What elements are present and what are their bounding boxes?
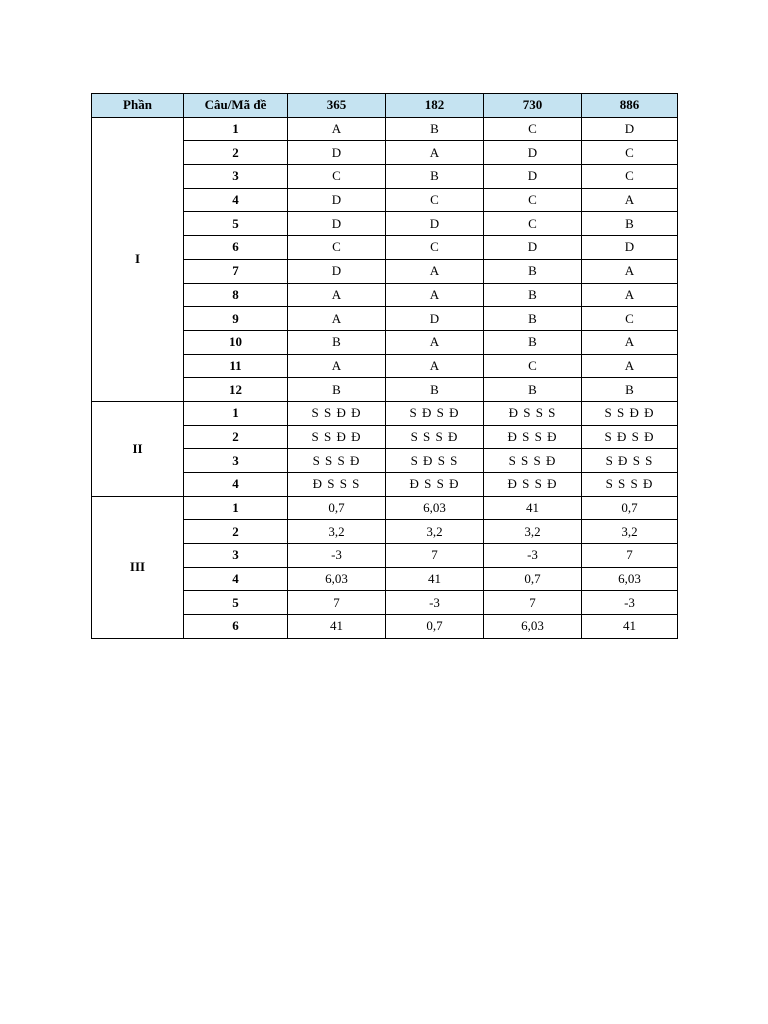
answer-cell: 3,2 [582, 520, 678, 544]
answer-cell: A [386, 330, 484, 354]
header-code-365: 365 [288, 94, 386, 118]
answer-cell: 41 [582, 615, 678, 639]
answer-cell: D [288, 212, 386, 236]
answer-cell: C [386, 188, 484, 212]
answer-cell: C [582, 141, 678, 165]
answer-cell: D [288, 188, 386, 212]
answer-cell: S S S Đ [288, 449, 386, 473]
question-number: 4 [184, 473, 288, 497]
answer-cell: B [288, 330, 386, 354]
answer-cell: 0,7 [484, 567, 582, 591]
answer-cell: 7 [582, 544, 678, 568]
header-question: Câu/Mã đề [184, 94, 288, 118]
answer-cell: D [582, 236, 678, 260]
answer-cell: 0,7 [386, 615, 484, 639]
answer-cell: D [288, 141, 386, 165]
answer-cell: Đ S S Đ [484, 473, 582, 497]
question-number: 4 [184, 567, 288, 591]
question-number: 5 [184, 591, 288, 615]
answer-cell: C [288, 236, 386, 260]
question-number: 8 [184, 283, 288, 307]
answer-cell: B [484, 283, 582, 307]
question-number: 10 [184, 330, 288, 354]
answer-cell: -3 [484, 544, 582, 568]
answer-cell: Đ S S S [288, 473, 386, 497]
answer-cell: B [386, 165, 484, 189]
answer-cell: B [582, 212, 678, 236]
question-number: 11 [184, 354, 288, 378]
answer-cell: A [582, 330, 678, 354]
answer-cell: Đ S S Đ [484, 425, 582, 449]
answer-cell: A [288, 283, 386, 307]
answer-cell: A [386, 354, 484, 378]
answer-cell: B [484, 330, 582, 354]
answer-cell: 7 [484, 591, 582, 615]
answer-cell: S S Đ Đ [288, 401, 386, 425]
answer-cell: A [386, 283, 484, 307]
answer-cell: 0,7 [582, 496, 678, 520]
section-part-label: II [92, 401, 184, 496]
answer-cell: A [582, 354, 678, 378]
header-code-182: 182 [386, 94, 484, 118]
question-number: 1 [184, 496, 288, 520]
answer-cell: D [386, 307, 484, 331]
answer-cell: S S S Đ [386, 425, 484, 449]
answer-cell: D [484, 141, 582, 165]
answer-cell: A [288, 354, 386, 378]
question-number: 3 [184, 449, 288, 473]
answer-cell: C [484, 354, 582, 378]
answer-cell: Đ S S Đ [386, 473, 484, 497]
answer-cell: A [386, 259, 484, 283]
answer-cell: D [288, 259, 386, 283]
answer-cell: B [484, 259, 582, 283]
answer-cell: 41 [288, 615, 386, 639]
answer-cell: B [582, 378, 678, 402]
answer-cell: 41 [484, 496, 582, 520]
question-number: 12 [184, 378, 288, 402]
answer-cell: C [288, 165, 386, 189]
answer-cell: S Đ S S [386, 449, 484, 473]
section-part-label: I [92, 117, 184, 401]
question-number: 6 [184, 236, 288, 260]
answer-cell: B [386, 378, 484, 402]
answer-cell: S Đ S Đ [386, 401, 484, 425]
answer-cell: C [484, 188, 582, 212]
answer-cell: S Đ S S [582, 449, 678, 473]
header-part: Phần [92, 94, 184, 118]
answer-cell: C [582, 307, 678, 331]
question-number: 7 [184, 259, 288, 283]
answer-cell: A [288, 307, 386, 331]
question-number: 6 [184, 615, 288, 639]
answer-cell: B [288, 378, 386, 402]
answer-cell: B [484, 307, 582, 331]
answer-cell: -3 [288, 544, 386, 568]
answer-cell: 6,03 [288, 567, 386, 591]
answer-cell: Đ S S S [484, 401, 582, 425]
answer-cell: D [386, 212, 484, 236]
question-number: 5 [184, 212, 288, 236]
answer-cell: 3,2 [484, 520, 582, 544]
answer-cell: A [582, 188, 678, 212]
table-header [92, 94, 678, 118]
answer-cell: S S S Đ [582, 473, 678, 497]
question-number: 1 [184, 117, 288, 141]
header-code-730: 730 [484, 94, 582, 118]
answer-cell: D [484, 165, 582, 189]
header-row [92, 94, 678, 118]
answer-cell: -3 [386, 591, 484, 615]
answer-cell: -3 [582, 591, 678, 615]
header-code-886: 886 [582, 94, 678, 118]
answer-cell: D [484, 236, 582, 260]
question-number: 3 [184, 165, 288, 189]
question-number: 2 [184, 141, 288, 165]
answer-cell: D [582, 117, 678, 141]
answer-cell: 6,03 [582, 567, 678, 591]
answer-cell: 6,03 [386, 496, 484, 520]
answer-cell: C [386, 236, 484, 260]
question-number: 9 [184, 307, 288, 331]
table-row [92, 496, 678, 520]
table-row [92, 401, 678, 425]
answer-cell: 7 [386, 544, 484, 568]
section-part-label: III [92, 496, 184, 638]
answer-cell: B [386, 117, 484, 141]
answer-cell: A [386, 141, 484, 165]
answer-cell: A [582, 283, 678, 307]
question-number: 2 [184, 520, 288, 544]
answer-cell: 0,7 [288, 496, 386, 520]
answer-cell: C [484, 212, 582, 236]
answer-cell: S Đ S Đ [582, 425, 678, 449]
answer-cell: 41 [386, 567, 484, 591]
answer-cell: S S Đ Đ [288, 425, 386, 449]
answer-cell: S S S Đ [484, 449, 582, 473]
question-number: 4 [184, 188, 288, 212]
answer-cell: A [288, 117, 386, 141]
answer-cell: A [582, 259, 678, 283]
answer-cell: C [582, 165, 678, 189]
answer-cell: S S Đ Đ [582, 401, 678, 425]
question-number: 3 [184, 544, 288, 568]
question-number: 1 [184, 401, 288, 425]
answer-cell: 6,03 [484, 615, 582, 639]
answer-cell: B [484, 378, 582, 402]
answer-cell: 7 [288, 591, 386, 615]
answer-cell: C [484, 117, 582, 141]
table-body [92, 117, 678, 638]
table-row [92, 117, 678, 141]
answer-cell: 3,2 [386, 520, 484, 544]
question-number: 2 [184, 425, 288, 449]
answer-cell: 3,2 [288, 520, 386, 544]
answer-key-table [91, 93, 678, 639]
